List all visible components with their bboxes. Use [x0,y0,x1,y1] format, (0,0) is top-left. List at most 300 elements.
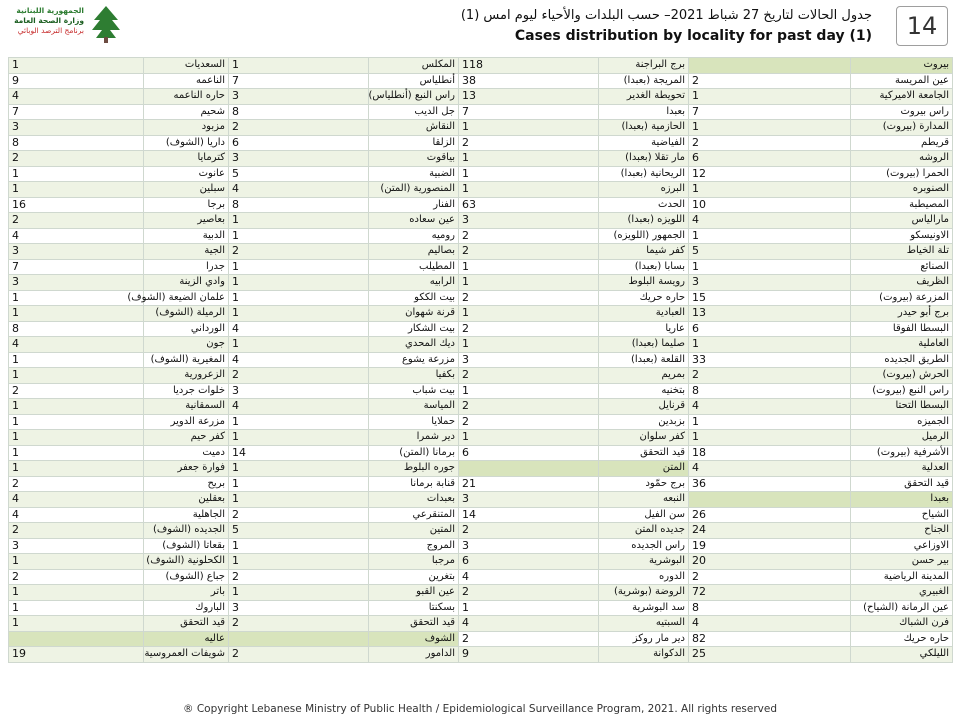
locality-name-cell: الطريق الجديده [851,352,953,368]
case-count-cell: 1 [459,120,599,136]
case-count-cell: 2 [689,368,851,384]
case-count-cell: 2 [229,616,369,632]
case-count-cell: 2 [459,244,599,260]
ministry-logo [6,4,128,48]
locality-name-cell: قيد التحقق [599,445,689,461]
locality-name-cell: عين الرمانة (الشياح) [851,600,953,616]
locality-name-cell: قيد التحقق [144,616,229,632]
locality-name-cell: مزرعة الدوير [144,414,229,430]
case-count-cell: 1 [229,554,369,570]
case-count-cell: 1 [229,414,369,430]
locality-name-cell: مزبود [144,120,229,136]
table-row [9,523,953,539]
locality-name-cell: الرابيه [369,275,459,291]
locality-name-cell: جباع (الشوف) [144,569,229,585]
case-count-cell: 1 [689,182,851,198]
case-count-cell [689,58,851,74]
case-count-cell: 6 [689,321,851,337]
case-count-cell: 1 [229,476,369,492]
case-count-cell: 1 [9,461,144,477]
locality-name-cell: الرميل [851,430,953,446]
locality-name-cell: المزرعة (بيروت) [851,290,953,306]
case-count-cell: 14 [459,507,599,523]
case-count-cell: 1 [459,430,599,446]
locality-name-cell: قنابة برمانا [369,476,459,492]
table-row [9,244,953,260]
page-title-english: Cases distribution by locality for past day (1) [514,28,872,44]
case-count-cell: 1 [459,151,599,167]
case-count-cell: 7 [229,73,369,89]
case-count-cell: 1 [9,306,144,322]
locality-name-cell: الدبية [144,228,229,244]
table-row [9,213,953,229]
case-count-cell: 2 [9,523,144,539]
locality-name-cell: عاليه [144,631,229,647]
locality-name-cell: صليما (بعبدا) [599,337,689,353]
locality-name-cell: مارالياس [851,213,953,229]
page-number: 14 [896,6,948,46]
locality-name-cell: أنطلياس [369,73,459,89]
table-row [9,321,953,337]
case-count-cell: 3 [9,244,144,260]
case-count-cell: 1 [229,538,369,554]
locality-name-cell: المتن [599,461,689,477]
table-row [9,507,953,523]
locality-name-cell: حاره حريك [851,631,953,647]
locality-name-cell: الصنوبره [851,182,953,198]
case-count-cell: 20 [689,554,851,570]
table-row [9,368,953,384]
case-count-cell: 1 [459,275,599,291]
locality-name-cell: بيت الككو [369,290,459,306]
locality-name-cell: بعبدا [599,104,689,120]
table-row [9,352,953,368]
case-count-cell: 3 [229,151,369,167]
locality-name-cell: الدامور [369,647,459,663]
locality-name-cell: الناعمه [144,73,229,89]
locality-name-cell: الحرش (بيروت) [851,368,953,384]
case-count-cell: 13 [689,306,851,322]
table-row [9,461,953,477]
locality-name-cell: عانوت [144,166,229,182]
case-count-cell: 2 [689,569,851,585]
case-count-cell: 1 [229,228,369,244]
case-count-cell [229,631,369,647]
locality-name-cell: بعبدات [369,492,459,508]
case-count-cell: 2 [229,507,369,523]
case-count-cell: 3 [459,538,599,554]
locality-name-cell: العبادية [599,306,689,322]
case-count-cell [689,492,851,508]
case-count-cell: 2 [689,135,851,151]
case-count-cell: 1 [229,430,369,446]
case-count-cell: 8 [689,600,851,616]
locality-name-cell: الشوف [369,631,459,647]
locality-name-cell: تحويطة الغدير [599,89,689,105]
case-count-cell: 2 [459,321,599,337]
locality-name-cell: كفر شيما [599,244,689,260]
locality-name-cell: بتخنيه [599,383,689,399]
case-count-cell: 6 [459,554,599,570]
locality-name-cell: البسطا التحتا [851,399,953,415]
case-count-cell: 24 [689,523,851,539]
locality-name-cell: جون [144,337,229,353]
locality-name-cell: ديك المحدي [369,337,459,353]
case-count-cell: 21 [459,476,599,492]
locality-name-cell: بعاصير [144,213,229,229]
locality-name-cell: حملايا [369,414,459,430]
case-count-cell: 1 [229,259,369,275]
case-count-cell: 1 [9,352,144,368]
locality-name-cell: بقعاتا (الشوف) [144,538,229,554]
table-row [9,476,953,492]
logo-line-2: وزارة الصحة العامة [14,16,84,25]
locality-name-cell: الزلقا [369,135,459,151]
case-count-cell: 8 [9,135,144,151]
locality-name-cell: الروشه [851,151,953,167]
locality-name-cell: المدارة (بيروت) [851,120,953,136]
case-count-cell: 26 [689,507,851,523]
case-count-cell: 7 [9,104,144,120]
case-count-cell: 4 [229,182,369,198]
case-count-cell: 2 [9,213,144,229]
table-row [9,600,953,616]
locality-name-cell: المروج [369,538,459,554]
table-row [9,104,953,120]
logo-text [6,6,84,36]
locality-name-cell: قيد التحقق [851,476,953,492]
locality-name-cell: فرن الشباك [851,616,953,632]
table-row [9,151,953,167]
locality-name-cell: بسابا (بعبدا) [599,259,689,275]
locality-name-cell: عين المريسة [851,73,953,89]
case-count-cell: 1 [9,399,144,415]
locality-name-cell: سد البوشرية [599,600,689,616]
case-count-cell: 1 [459,337,599,353]
case-count-cell: 2 [459,631,599,647]
locality-name-cell: برج أبو حيدر [851,306,953,322]
case-count-cell: 13 [459,89,599,105]
case-count-cell: 4 [9,89,144,105]
case-count-cell: 1 [689,414,851,430]
case-count-cell: 25 [689,647,851,663]
case-count-cell: 6 [689,151,851,167]
locality-name-cell: المنصورية (المتن) [369,182,459,198]
case-count-cell: 1 [459,383,599,399]
case-count-cell: 8 [9,321,144,337]
case-count-cell: 1 [689,89,851,105]
case-count-cell: 5 [229,166,369,182]
case-count-cell: 1 [229,337,369,353]
locality-name-cell: العاملية [851,337,953,353]
locality-name-cell: تلة الخياط [851,244,953,260]
locality-name-cell: العدلية [851,461,953,477]
case-count-cell: 1 [229,306,369,322]
locality-name-cell: قيد التحقق [369,616,459,632]
locality-name-cell: البرزه [599,182,689,198]
cases-table [8,57,953,663]
locality-name-cell: برجا [144,197,229,213]
locality-name-cell: الليلكي [851,647,953,663]
table-row [9,182,953,198]
locality-name-cell: الفياضية [599,135,689,151]
case-count-cell: 1 [689,337,851,353]
locality-name-cell: الزعرورية [144,368,229,384]
table-row [9,554,953,570]
locality-name-cell: بيت الشكار [369,321,459,337]
locality-name-cell: سن الفيل [599,507,689,523]
locality-name-cell: دميت [144,445,229,461]
locality-name-cell: قرنة شهوان [369,306,459,322]
case-count-cell: 4 [229,399,369,415]
case-count-cell: 4 [689,461,851,477]
locality-name-cell: السعديات [144,58,229,74]
locality-name-cell: الأشرفية (بيروت) [851,445,953,461]
locality-name-cell: راس النبع (أنطلياس) [369,89,459,105]
case-count-cell: 7 [459,104,599,120]
case-count-cell: 1 [9,616,144,632]
case-count-cell: 1 [459,259,599,275]
case-count-cell: 1 [689,228,851,244]
locality-name-cell: حاره الناعمه [144,89,229,105]
locality-name-cell: جديده المتن [599,523,689,539]
case-count-cell: 38 [459,73,599,89]
case-count-cell: 6 [459,445,599,461]
case-count-cell: 4 [689,213,851,229]
case-count-cell: 2 [9,383,144,399]
locality-name-cell: شحيم [144,104,229,120]
locality-name-cell: المتنقرعي [369,507,459,523]
table-row [9,414,953,430]
case-count-cell: 2 [229,120,369,136]
table-row [9,538,953,554]
case-count-cell: 18 [689,445,851,461]
locality-name-cell: بير حسن [851,554,953,570]
locality-name-cell: القلعة (بعبدا) [599,352,689,368]
case-count-cell: 1 [689,259,851,275]
locality-name-cell: راس الجديده [599,538,689,554]
case-count-cell: 1 [9,166,144,182]
locality-name-cell: المياسة [369,399,459,415]
case-count-cell: 1 [459,306,599,322]
locality-name-cell: برمانا (المتن) [369,445,459,461]
case-count-cell: 14 [229,445,369,461]
case-count-cell: 1 [9,290,144,306]
table-row [9,585,953,601]
case-count-cell: 8 [229,104,369,120]
table-row [9,631,953,647]
locality-name-cell: علمان الضيعة (الشوف) [144,290,229,306]
locality-name-cell: بصاليم [369,244,459,260]
table-row [9,647,953,663]
case-count-cell: 1 [229,585,369,601]
locality-name-cell: اللويزه (بعبدا) [599,213,689,229]
case-count-cell: 3 [459,492,599,508]
case-count-cell: 4 [689,616,851,632]
case-count-cell: 2 [9,569,144,585]
case-count-cell: 3 [9,275,144,291]
case-count-cell: 82 [689,631,851,647]
locality-name-cell: الفنار [369,197,459,213]
locality-name-cell: دير شمرا [369,430,459,446]
locality-name-cell: الظريف [851,275,953,291]
table-row [9,73,953,89]
case-count-cell: 2 [229,569,369,585]
locality-name-cell: راس النبع (بيروت) [851,383,953,399]
locality-name-cell: بيروت [851,58,953,74]
locality-name-cell: النبعه [599,492,689,508]
case-count-cell: 1 [229,275,369,291]
locality-name-cell: قرنايل [599,399,689,415]
case-count-cell: 1 [9,600,144,616]
case-count-cell: 4 [229,321,369,337]
logo-line-3: برنامج الترصد الوبائي [17,26,84,35]
case-count-cell: 1 [9,414,144,430]
locality-name-cell: بمريم [599,368,689,384]
locality-name-cell: البوشرية [599,554,689,570]
locality-name-cell: الجمهور (اللويزه) [599,228,689,244]
locality-name-cell: برج حمّود [599,476,689,492]
case-count-cell: 16 [9,197,144,213]
locality-name-cell: روميه [369,228,459,244]
locality-name-cell: باتر [144,585,229,601]
case-count-cell: 9 [9,73,144,89]
case-count-cell: 7 [9,259,144,275]
locality-name-cell: المتين [369,523,459,539]
table-row [9,430,953,446]
case-count-cell: 5 [689,244,851,260]
locality-name-cell: مار تقلا (بعبدا) [599,151,689,167]
case-count-cell: 1 [9,585,144,601]
case-count-cell: 2 [229,244,369,260]
locality-name-cell: بريح [144,476,229,492]
page-title-arabic: جدول الحالات لتاريخ 27 شباط 2021– حسب البلدات والأحياء ليوم امس (1) [460,8,872,23]
locality-name-cell: النقاش [369,120,459,136]
table-row [9,228,953,244]
case-count-cell: 9 [459,647,599,663]
locality-name-cell: الحمرا (بيروت) [851,166,953,182]
case-count-cell: 1 [9,445,144,461]
case-count-cell: 4 [9,228,144,244]
case-count-cell: 2 [459,585,599,601]
locality-name-cell: جدرا [144,259,229,275]
locality-name-cell: الاوزاعي [851,538,953,554]
case-count-cell: 2 [459,135,599,151]
case-count-cell: 10 [689,197,851,213]
table-row [9,445,953,461]
case-count-cell: 4 [459,616,599,632]
locality-name-cell: دير مار روكز [599,631,689,647]
locality-name-cell: الدكوانة [599,647,689,663]
case-count-cell: 4 [9,507,144,523]
table-row [9,135,953,151]
locality-name-cell: المطيلب [369,259,459,275]
table-row [9,399,953,415]
case-count-cell: 2 [9,151,144,167]
locality-name-cell: حاره حريك [599,290,689,306]
case-count-cell: 118 [459,58,599,74]
locality-name-cell: شويفات العمروسية [144,647,229,663]
locality-name-cell: الورداني [144,321,229,337]
locality-name-cell: عين سعاده [369,213,459,229]
locality-name-cell: الباروك [144,600,229,616]
case-count-cell: 1 [229,213,369,229]
locality-name-cell: عاريا [599,321,689,337]
locality-name-cell: الغبيري [851,585,953,601]
case-count-cell: 2 [459,523,599,539]
table-row [9,120,953,136]
table-row [9,58,953,74]
locality-name-cell: الحدث [599,197,689,213]
locality-name-cell: الجية [144,244,229,260]
locality-name-cell: الجميزه [851,414,953,430]
locality-name-cell: بكفيا [369,368,459,384]
table-row [9,166,953,182]
case-count-cell: 19 [9,647,144,663]
case-count-cell: 4 [9,492,144,508]
table-row [9,492,953,508]
locality-name-cell: الروضة (بوشرية) [599,585,689,601]
case-count-cell: 3 [229,383,369,399]
case-count-cell: 6 [229,135,369,151]
locality-name-cell: كترمايا [144,151,229,167]
case-count-cell [9,631,144,647]
locality-name-cell: عين القبو [369,585,459,601]
locality-name-cell: السبتيه [599,616,689,632]
locality-name-cell: المدينة الرياضية [851,569,953,585]
case-count-cell: 63 [459,197,599,213]
case-count-cell: 33 [689,352,851,368]
locality-name-cell: كفر حيم [144,430,229,446]
case-count-cell: 1 [229,58,369,74]
table-row [9,290,953,306]
case-count-cell: 36 [689,476,851,492]
case-count-cell: 4 [9,337,144,353]
case-count-cell: 8 [689,383,851,399]
case-count-cell: 3 [689,275,851,291]
locality-name-cell: الكحلونية (الشوف) [144,554,229,570]
locality-name-cell: بياقوت [369,151,459,167]
case-count-cell: 1 [9,58,144,74]
locality-name-cell: الجديده (الشوف) [144,523,229,539]
case-count-cell: 2 [459,290,599,306]
case-count-cell: 1 [459,166,599,182]
case-count-cell: 2 [459,414,599,430]
table-row [9,383,953,399]
case-count-cell: 1 [9,182,144,198]
copyright-footer: ® Copyright Lebanese Ministry of Public Health / Epidemiological Surveillance Program, 2021. All rights reserved [182,703,777,715]
locality-name-cell: وادي الزينة [144,275,229,291]
case-count-cell: 15 [689,290,851,306]
table-row [9,197,953,213]
table-row [9,569,953,585]
table-row [9,89,953,105]
locality-name-cell: الدوره [599,569,689,585]
logo-line-1: الجمهورية اللبنانية [16,6,84,15]
case-count-cell: 3 [9,120,144,136]
locality-name-cell: الصنائع [851,259,953,275]
case-count-cell: 2 [229,368,369,384]
case-count-cell: 1 [459,600,599,616]
case-count-cell: 1 [9,554,144,570]
locality-name-cell: خلوات جرديا [144,383,229,399]
case-count-cell: 4 [689,399,851,415]
locality-name-cell: جل الديب [369,104,459,120]
locality-name-cell: بيت شباب [369,383,459,399]
table-row [9,306,953,322]
case-count-cell: 4 [229,352,369,368]
locality-name-cell: الضبية [369,166,459,182]
